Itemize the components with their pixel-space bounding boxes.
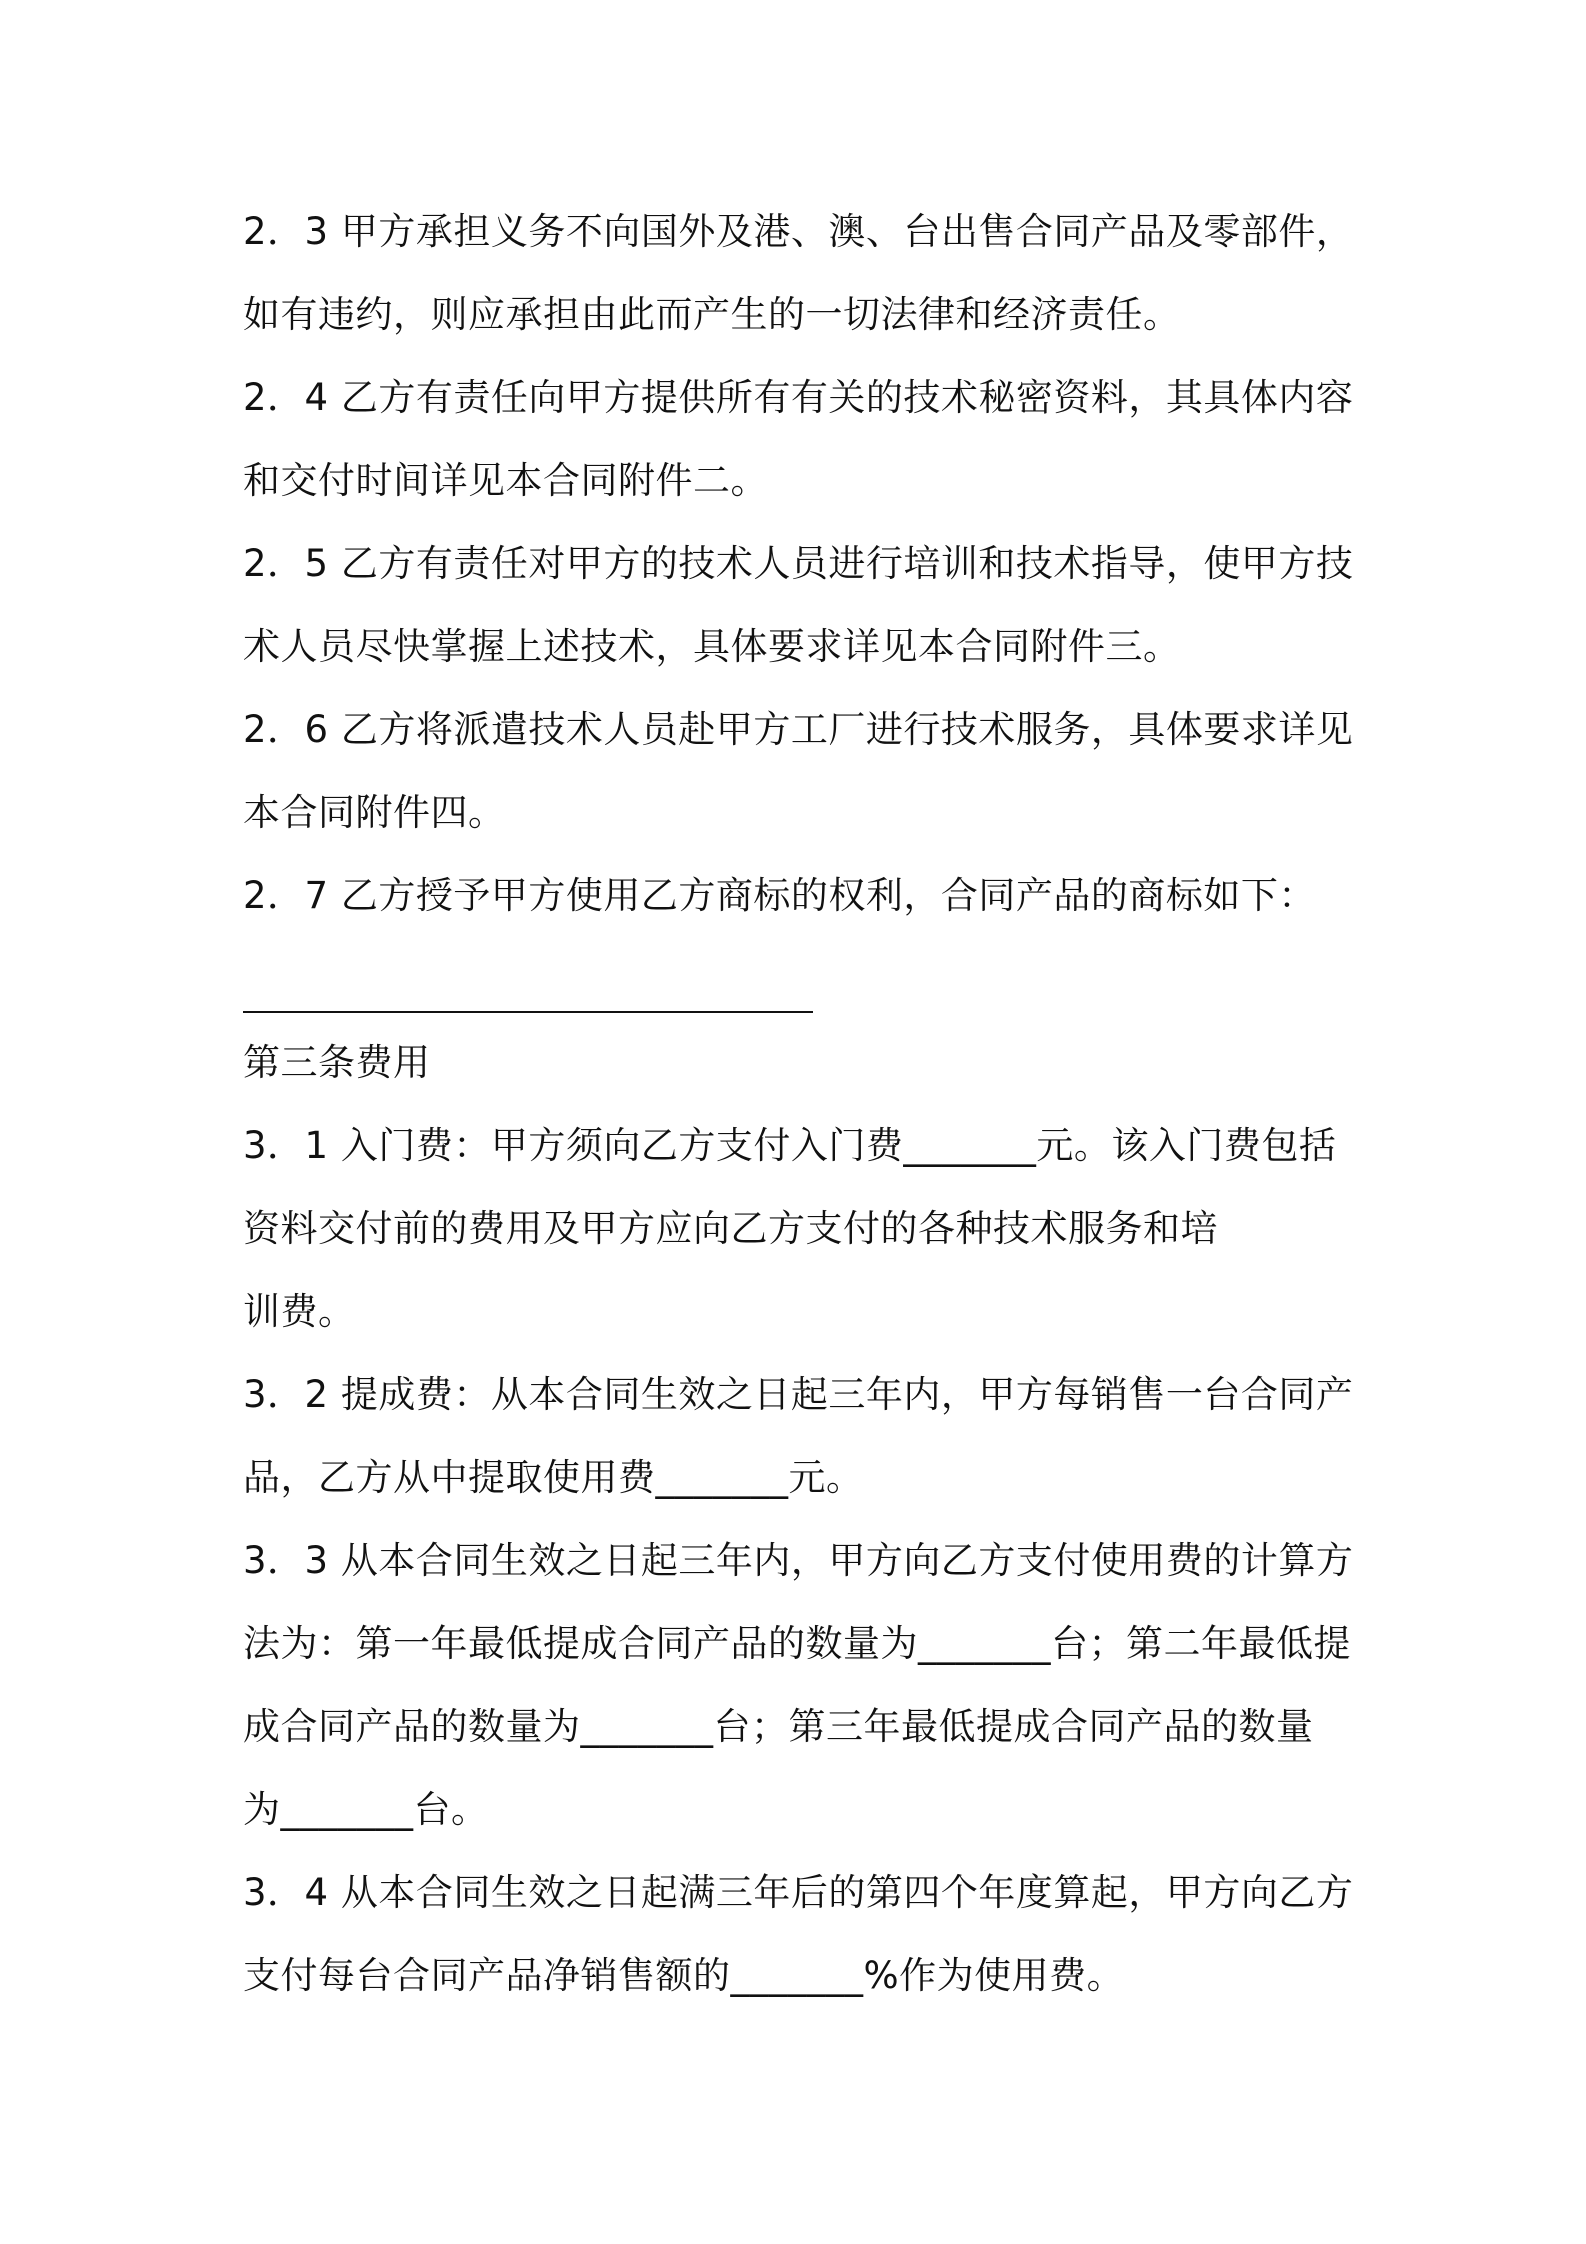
trademark-blank-line bbox=[243, 1011, 813, 1013]
clause-2-6-line-2: 本合同附件四。 bbox=[243, 791, 506, 834]
clause-2-6-line-1: 2．6 乙方将派遣技术人员赴甲方工厂进行技术服务，具体要求详见 bbox=[243, 708, 1354, 751]
clause-3-3-line-2: 法为：第一年最低提成合同产品的数量为_______台；第二年最低提 bbox=[243, 1622, 1351, 1665]
clause-3-2-line-2: 品，乙方从中提取使用费_______元。 bbox=[243, 1456, 864, 1499]
article-3-heading: 第三条费用 bbox=[243, 1041, 431, 1084]
clause-3-4-line-1: 3．4 从本合同生效之日起满三年后的第四个年度算起，甲方向乙方 bbox=[243, 1871, 1354, 1914]
clause-2-4-line-2: 和交付时间详见本合同附件二。 bbox=[243, 459, 768, 502]
clause-3-3-line-3: 成合同产品的数量为_______台；第三年最低提成合同产品的数量 bbox=[243, 1705, 1314, 1748]
clause-2-5-line-1: 2．5 乙方有责任对甲方的技术人员进行培训和技术指导，使甲方技 bbox=[243, 542, 1354, 585]
clause-2-4-line-1: 2．4 乙方有责任向甲方提供所有有关的技术秘密资料，其具体内容 bbox=[243, 376, 1354, 419]
clause-3-1-line-3: 训费。 bbox=[243, 1290, 356, 1333]
clause-3-2-line-1: 3．2 提成费：从本合同生效之日起三年内，甲方每销售一台合同产 bbox=[243, 1373, 1354, 1416]
clause-3-1-line-1: 3．1 入门费：甲方须向乙方支付入门费_______元。该入门费包括 bbox=[243, 1124, 1337, 1167]
clause-2-3-line-2: 如有违约，则应承担由此而产生的一切法律和经济责任。 bbox=[243, 293, 1181, 336]
clause-2-3-line-1: 2．3 甲方承担义务不向国外及港、澳、台出售合同产品及零部件， bbox=[243, 210, 1354, 253]
clause-3-1-line-2: 资料交付前的费用及甲方应向乙方支付的各种技术服务和培 bbox=[243, 1207, 1218, 1250]
clause-3-3-line-1: 3．3 从本合同生效之日起三年内，甲方向乙方支付使用费的计算方 bbox=[243, 1539, 1354, 1582]
clause-3-4-line-2: 支付每台合同产品净销售额的_______%作为使用费。 bbox=[243, 1954, 1125, 1997]
clause-2-7-line-1: 2．7 乙方授予甲方使用乙方商标的权利，合同产品的商标如下： bbox=[243, 874, 1316, 917]
clause-2-5-line-2: 术人员尽快掌握上述技术，具体要求详见本合同附件三。 bbox=[243, 625, 1181, 668]
clause-3-3-line-4: 为_______台。 bbox=[243, 1788, 489, 1831]
